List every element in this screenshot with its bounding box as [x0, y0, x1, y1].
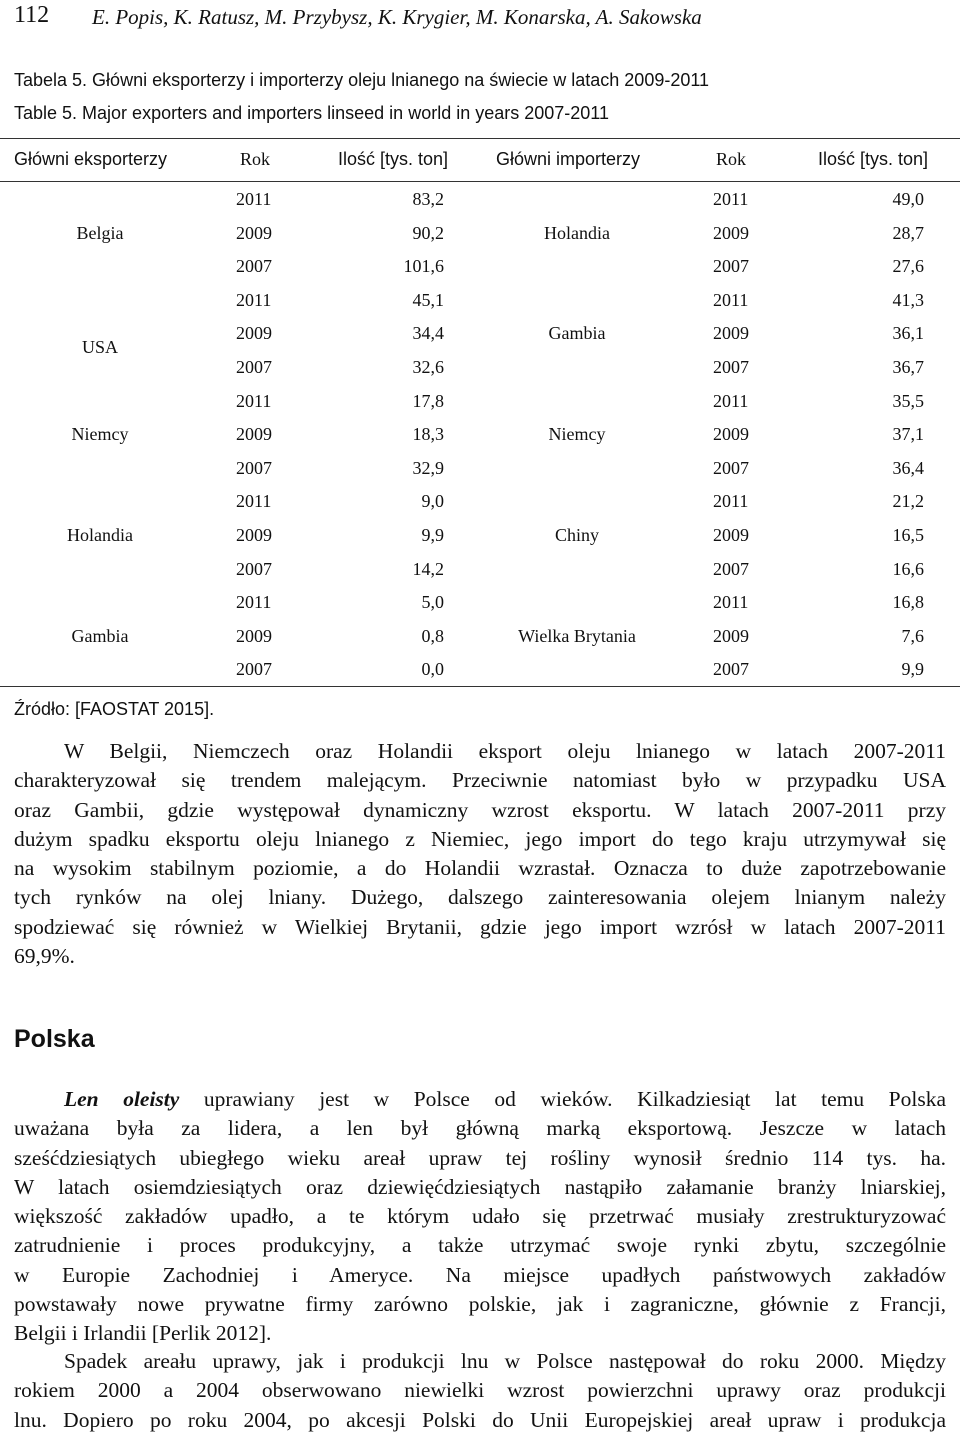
importer-label: Chiny [554, 525, 599, 545]
paragraph-line: większość zakładów upadło, a te którym udało się przetrwać musiały zrestrukturyzować [14, 1204, 946, 1229]
qty-import-cell: 36,1 [892, 323, 924, 344]
qty-import-cell: 16,8 [892, 592, 924, 613]
exporter-label: Niemcy [71, 424, 129, 445]
exporter-label: Holandia [67, 525, 133, 545]
qty-export-cell: 45,1 [412, 289, 444, 310]
qty-import-cell: 36,4 [892, 457, 924, 478]
running-header [14, 2, 954, 32]
table-caption-en: Table 5. Major exporters and importers linseed in world in years 2007-2011 [14, 103, 609, 123]
paragraph-line: na wysokim stabilnym poziomie, a do Holandii wzrastał. Oznacza to duże zapotrzebowanie [14, 856, 946, 881]
year-cell: 2011 [236, 491, 272, 512]
qty-export-cell: 34,4 [412, 323, 444, 344]
importer-label: Holandia [544, 222, 610, 243]
year-cell: 2009 [236, 424, 272, 445]
qty-export-cell: 32,9 [412, 457, 444, 478]
qty-import-cell: 37,1 [892, 424, 924, 445]
qty-import-cell: 36,7 [892, 357, 924, 377]
qty-export-cell: 18,3 [412, 424, 444, 445]
paragraph-line: sześćdziesiątych ubiegłego wieku areał upraw tej rośliny wynosił średnio 114 tys. ha. [14, 1145, 946, 1170]
paragraph-polska [14, 1085, 946, 1349]
qty-export-cell: 9,9 [421, 525, 444, 545]
qty-import-cell: 16,5 [892, 525, 924, 545]
year-cell: 2007 [236, 457, 272, 478]
paragraph-decline [14, 1347, 946, 1435]
qty-import-cell: 27,6 [892, 256, 924, 277]
header-year-right: Rok [716, 149, 747, 169]
qty-export-cell: 9,0 [421, 491, 444, 512]
year-cell: 2007 [236, 558, 272, 579]
qty-import-cell: 9,9 [901, 659, 924, 680]
year-cell: 2009 [713, 424, 749, 445]
year-cell: 2011 [236, 189, 272, 209]
qty-export-cell: 32,6 [412, 357, 444, 377]
table-top-rule [0, 138, 960, 139]
year-cell: 2011 [713, 189, 749, 209]
header-importers: Główni importerzy [496, 149, 641, 169]
table-source: Źródło: [FAOSTAT 2015]. [14, 699, 215, 719]
qty-import-cell: 28,7 [892, 222, 924, 243]
year-cell: 2007 [713, 357, 749, 377]
year-cell: 2009 [713, 323, 749, 344]
qty-export-cell: 101,6 [403, 256, 444, 277]
paragraph-line: uważana była za lidera, a len był główną marką eksportową. Jeszcze w latach [14, 1116, 946, 1141]
page-number: 112 [14, 2, 50, 28]
qty-export-cell: 17,8 [412, 390, 444, 411]
paragraph-line: spodziewać się również w Wielkiej Brytanii, gdzie jego import wzrósł w latach 2007-2011 [14, 914, 946, 939]
paragraph-line: tych rynków na olej lniany. Dużego, dalszego zainteresowania olejem lnianym należy [14, 885, 946, 910]
qty-import-cell: 21,2 [892, 491, 924, 512]
paragraph-export-trends [14, 737, 946, 971]
paragraph-line: Spadek areału uprawy, jak i produkcji lnu w Polsce następował do roku 2000. Między [64, 1349, 946, 1373]
qty-export-cell: 14,2 [412, 558, 444, 579]
year-cell: 2009 [713, 625, 749, 646]
table-caption-pl: Tabela 5. Główni eksporterzy i importerzy oleju lnianego na świecie w latach 2009-2011 [14, 70, 710, 90]
table-bottom-rule [0, 686, 960, 687]
year-cell: 2007 [713, 558, 749, 579]
qty-import-cell: 35,5 [892, 390, 924, 411]
year-cell: 2007 [713, 659, 749, 680]
paragraph-line: 69,9%. [14, 944, 75, 969]
importer-label: Wielka Brytania [518, 625, 636, 646]
year-cell: 2011 [713, 592, 749, 613]
emphasis-len-oleisty: Len oleisty [64, 1087, 180, 1111]
year-cell: 2011 [236, 390, 272, 411]
paragraph-line [14, 1085, 946, 1114]
year-cell: 2007 [713, 457, 749, 478]
running-authors: E. Popis, K. Ratusz, M. Przybysz, K. Krygier, M. Konarska, A. Sakowska [92, 5, 702, 29]
exporter-label: Gambia [71, 625, 129, 646]
qty-export-cell: 90,2 [412, 222, 444, 243]
paragraph-line: charakteryzował się trendem malejącym. Przeciwnie natomiast było w przypadku USA [14, 768, 946, 793]
year-cell: 2009 [236, 525, 272, 545]
qty-export-cell: 83,2 [412, 189, 444, 209]
paragraph-line: dużym spadku eksportu oleju lnianego z Niemiec, jego import do tego kraju utrzymywał się [14, 826, 946, 851]
year-cell: 2011 [236, 289, 272, 310]
qty-import-cell: 7,6 [901, 625, 924, 646]
year-cell: 2011 [713, 491, 749, 512]
year-cell: 2011 [236, 592, 272, 613]
importer-label: Gambia [548, 323, 606, 344]
paragraph-line: powstawały nowe prywatne firmy zarówno polskie, jak i zagraniczne, głównie z Francji, [14, 1292, 946, 1317]
year-cell: 2009 [713, 525, 749, 545]
importer-label: Niemcy [548, 424, 606, 445]
year-cell: 2011 [713, 289, 749, 310]
qty-export-cell: 0,0 [421, 659, 444, 680]
paragraph-line: oraz Gambii, gdzie występował dynamiczny wzrost eksportu. W latach 2007-2011 przy [14, 797, 946, 822]
exporter-label: Belgia [76, 222, 124, 243]
qty-export-cell: 5,0 [421, 592, 444, 613]
year-cell: 2009 [236, 625, 272, 646]
qty-export-cell: 0,8 [421, 625, 444, 646]
paragraph-text: uprawiany jest w Polsce od wieków. Kilkadziesiąt lat temu Polska [179, 1087, 946, 1111]
paragraph-line: zatrudnienie i proces produkcyjny, a także utrzymać swoje rynki zbytu, szczególnie [14, 1233, 946, 1258]
paragraph-line: W latach osiemdziesiątych oraz dziewięćdziesiątych nastąpiło załamanie branży lniarskiej, [14, 1174, 946, 1199]
header-qty-right: Ilość [tys. ton] [818, 149, 929, 169]
paragraph-line: Belgii i Irlandii [Perlik 2012]. [14, 1321, 272, 1346]
paragraph-line: W Belgii, Niemczech oraz Holandii eksport oleju lnianego w latach 2007-2011 [64, 739, 946, 763]
year-cell: 2011 [713, 390, 749, 411]
section-heading: Polska [14, 1025, 95, 1053]
year-cell: 2007 [236, 357, 272, 377]
qty-import-cell: 16,6 [892, 558, 924, 579]
year-cell: 2007 [713, 256, 749, 277]
year-cell: 2009 [236, 323, 272, 344]
year-cell: 2009 [236, 222, 272, 243]
header-qty-left: Ilość [tys. ton] [338, 149, 449, 169]
exporter-label: USA [81, 337, 118, 357]
header-exporters: Główni eksporterzy [14, 149, 168, 169]
paragraph-line: w Europie Zachodniej i Ameryce. Na miejsce upadłych państwowych zakładów [14, 1262, 946, 1287]
qty-import-cell: 41,3 [892, 289, 924, 310]
year-cell: 2007 [236, 659, 272, 680]
header-year-left: Rok [240, 149, 271, 169]
paragraph-line: rokiem 2000 a 2004 obserwowano niewielki wzrost powierzchni uprawy oraz produkcji [14, 1378, 946, 1403]
year-cell: 2007 [236, 256, 272, 277]
table-header-rule [0, 181, 960, 182]
paragraph-line: lnu. Dopiero po roku 2004, po akcesji Polski do Unii Europejskiej areał upraw i produkcja [14, 1407, 946, 1432]
year-cell: 2009 [713, 222, 749, 243]
qty-import-cell: 49,0 [892, 189, 924, 209]
